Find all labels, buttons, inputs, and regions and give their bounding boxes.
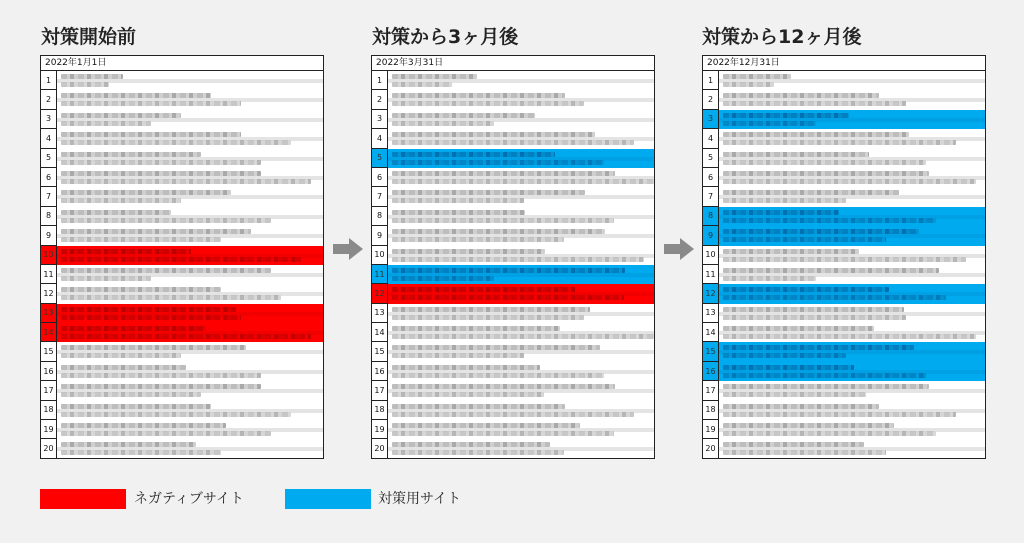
panel-title-before: 対策開始前: [41, 26, 137, 48]
result-row: [41, 284, 323, 303]
result-row: [372, 323, 654, 342]
rank-number: 9: [41, 226, 57, 245]
blurred-result-text: [57, 401, 323, 420]
blurred-result-text: [388, 439, 654, 458]
rank-number: 1: [372, 71, 388, 90]
blurred-result-text: [719, 304, 985, 323]
rank-number: 3: [41, 110, 57, 129]
rank-number: 8: [41, 207, 57, 226]
rank-number: 8: [372, 207, 388, 226]
result-row: [41, 265, 323, 284]
result-row: [372, 168, 654, 187]
result-row: [372, 90, 654, 109]
result-row: [41, 323, 323, 342]
result-row: [41, 401, 323, 420]
result-row: [703, 265, 985, 284]
search-results-panel-3-months: [371, 55, 655, 459]
blurred-result-text: [57, 304, 323, 323]
rank-number: 2: [372, 90, 388, 109]
blurred-result-text: [57, 110, 323, 129]
rank-number: 14: [372, 323, 388, 342]
blurred-result-text: [719, 187, 985, 206]
rank-number: 17: [372, 381, 388, 400]
result-row: [372, 71, 654, 90]
blurred-result-text: [388, 362, 654, 381]
panel-title-3-months: 対策から3ヶ月後: [372, 26, 519, 48]
result-row: [372, 304, 654, 323]
blurred-result-text: [57, 323, 323, 342]
result-row: [703, 323, 985, 342]
blurred-result-text: [57, 149, 323, 168]
rank-number: 18: [703, 401, 719, 420]
blurred-result-text: [719, 362, 985, 381]
result-row: [703, 304, 985, 323]
result-row: [41, 129, 323, 148]
blurred-result-text: [388, 149, 654, 168]
result-row: [41, 304, 323, 323]
result-row: [703, 342, 985, 361]
result-row: [41, 342, 323, 361]
blurred-result-text: [57, 439, 323, 458]
result-rows: [703, 71, 985, 459]
rank-number: 4: [41, 129, 57, 148]
rank-number: 11: [41, 265, 57, 284]
blurred-result-text: [57, 226, 323, 245]
result-row: [41, 381, 323, 400]
rank-number: 12: [372, 284, 388, 303]
blurred-result-text: [719, 246, 985, 265]
blurred-result-text: [719, 420, 985, 439]
result-row: [703, 129, 985, 148]
blurred-result-text: [388, 90, 654, 109]
rank-number: 13: [703, 304, 719, 323]
rank-number: 20: [703, 439, 719, 458]
result-row: [41, 362, 323, 381]
blurred-result-text: [388, 226, 654, 245]
result-row: [372, 149, 654, 168]
blurred-result-text: [57, 168, 323, 187]
blurred-result-text: [719, 342, 985, 361]
blurred-result-text: [388, 401, 654, 420]
blurred-result-text: [57, 71, 323, 90]
rank-number: 1: [703, 71, 719, 90]
rank-number: 3: [372, 110, 388, 129]
result-row: [41, 420, 323, 439]
result-row: [41, 90, 323, 109]
result-row: [372, 381, 654, 400]
result-row: [41, 168, 323, 187]
result-row: [372, 420, 654, 439]
result-row: [372, 187, 654, 206]
rank-number: 18: [41, 401, 57, 420]
rank-number: 19: [703, 420, 719, 439]
blurred-result-text: [719, 129, 985, 148]
rank-number: 8: [703, 207, 719, 226]
result-row: [372, 439, 654, 458]
blurred-result-text: [719, 168, 985, 187]
blurred-result-text: [57, 381, 323, 400]
blurred-result-text: [388, 71, 654, 90]
blurred-result-text: [57, 207, 323, 226]
blurred-result-text: [719, 381, 985, 400]
blurred-result-text: [719, 71, 985, 90]
blurred-result-text: [57, 342, 323, 361]
right-arrow-icon: [664, 237, 694, 261]
blurred-result-text: [57, 362, 323, 381]
result-row: [41, 71, 323, 90]
blurred-result-text: [57, 187, 323, 206]
result-row: [703, 284, 985, 303]
blurred-result-text: [388, 129, 654, 148]
rank-number: 7: [703, 187, 719, 206]
rank-number: 13: [372, 304, 388, 323]
result-row: [372, 110, 654, 129]
result-rows: [372, 71, 654, 459]
rank-number: 16: [372, 362, 388, 381]
result-row: [703, 110, 985, 129]
result-row: [372, 226, 654, 245]
blurred-result-text: [388, 110, 654, 129]
blurred-result-text: [719, 439, 985, 458]
blurred-result-text: [388, 342, 654, 361]
rank-number: 12: [703, 284, 719, 303]
blurred-result-text: [719, 90, 985, 109]
result-row: [372, 246, 654, 265]
rank-number: 5: [41, 149, 57, 168]
rank-number: 20: [41, 439, 57, 458]
rank-number: 2: [703, 90, 719, 109]
search-results-panel-12-months: [702, 55, 986, 459]
rank-number: 12: [41, 284, 57, 303]
panel-date: 2022年3月31日: [372, 56, 654, 71]
result-row: [372, 362, 654, 381]
rank-number: 2: [41, 90, 57, 109]
rank-number: 19: [41, 420, 57, 439]
rank-number: 20: [372, 439, 388, 458]
result-row: [703, 207, 985, 226]
blurred-result-text: [719, 284, 985, 303]
result-row: [703, 149, 985, 168]
blurred-result-text: [57, 420, 323, 439]
rank-number: 7: [41, 187, 57, 206]
blurred-result-text: [57, 90, 323, 109]
legend-label-countermeasure: 対策用サイト: [378, 491, 462, 507]
rank-number: 17: [703, 381, 719, 400]
result-row: [703, 71, 985, 90]
result-row: [703, 381, 985, 400]
blurred-result-text: [57, 284, 323, 303]
panel-title-12-months: 対策から12ヶ月後: [702, 26, 862, 48]
blurred-result-text: [719, 149, 985, 168]
blurred-result-text: [57, 246, 323, 265]
panel-date: 2022年12月31日: [703, 56, 985, 71]
result-row: [703, 401, 985, 420]
result-row: [703, 439, 985, 458]
result-row: [372, 342, 654, 361]
rank-number: 6: [372, 168, 388, 187]
rank-number: 10: [703, 246, 719, 265]
blurred-result-text: [388, 284, 654, 303]
blurred-result-text: [719, 110, 985, 129]
legend-label-negative: ネガティブサイト: [134, 491, 244, 507]
blurred-result-text: [388, 381, 654, 400]
result-row: [41, 439, 323, 458]
rank-number: 11: [372, 265, 388, 284]
result-row: [372, 129, 654, 148]
blurred-result-text: [388, 323, 654, 342]
rank-number: 15: [703, 342, 719, 361]
rank-number: 6: [41, 168, 57, 187]
panel-date: 2022年1月1日: [41, 56, 323, 71]
right-arrow-icon: [333, 237, 363, 261]
rank-number: 13: [41, 304, 57, 323]
result-row: [41, 246, 323, 265]
rank-number: 10: [372, 246, 388, 265]
rank-number: 1: [41, 71, 57, 90]
rank-number: 16: [703, 362, 719, 381]
rank-number: 17: [41, 381, 57, 400]
rank-number: 5: [372, 149, 388, 168]
rank-number: 10: [41, 246, 57, 265]
blurred-result-text: [719, 401, 985, 420]
result-row: [703, 226, 985, 245]
blurred-result-text: [388, 187, 654, 206]
result-row: [703, 168, 985, 187]
result-row: [41, 110, 323, 129]
rank-number: 4: [372, 129, 388, 148]
blurred-result-text: [388, 265, 654, 284]
result-row: [703, 420, 985, 439]
blurred-result-text: [388, 207, 654, 226]
blurred-result-text: [388, 168, 654, 187]
rank-number: 19: [372, 420, 388, 439]
blurred-result-text: [388, 304, 654, 323]
legend-swatch-negative: [40, 489, 126, 509]
rank-number: 15: [41, 342, 57, 361]
blurred-result-text: [719, 323, 985, 342]
blurred-result-text: [719, 265, 985, 284]
search-results-panel-before: [40, 55, 324, 459]
result-row: [41, 187, 323, 206]
rank-number: 14: [703, 323, 719, 342]
rank-number: 3: [703, 110, 719, 129]
result-rows: [41, 71, 323, 459]
result-row: [703, 90, 985, 109]
rank-number: 18: [372, 401, 388, 420]
blurred-result-text: [388, 246, 654, 265]
blurred-result-text: [388, 420, 654, 439]
blurred-result-text: [57, 129, 323, 148]
rank-number: 14: [41, 323, 57, 342]
result-row: [41, 149, 323, 168]
blurred-result-text: [57, 265, 323, 284]
rank-number: 6: [703, 168, 719, 187]
rank-number: 16: [41, 362, 57, 381]
rank-number: 15: [372, 342, 388, 361]
rank-number: 7: [372, 187, 388, 206]
legend-swatch-countermeasure: [285, 489, 371, 509]
rank-number: 4: [703, 129, 719, 148]
result-row: [41, 207, 323, 226]
result-row: [703, 187, 985, 206]
result-row: [372, 284, 654, 303]
rank-number: 11: [703, 265, 719, 284]
result-row: [372, 265, 654, 284]
rank-number: 9: [372, 226, 388, 245]
result-row: [703, 362, 985, 381]
result-row: [41, 226, 323, 245]
rank-number: 9: [703, 226, 719, 245]
result-row: [372, 401, 654, 420]
rank-number: 5: [703, 149, 719, 168]
blurred-result-text: [719, 226, 985, 245]
result-row: [703, 246, 985, 265]
result-row: [372, 207, 654, 226]
blurred-result-text: [719, 207, 985, 226]
